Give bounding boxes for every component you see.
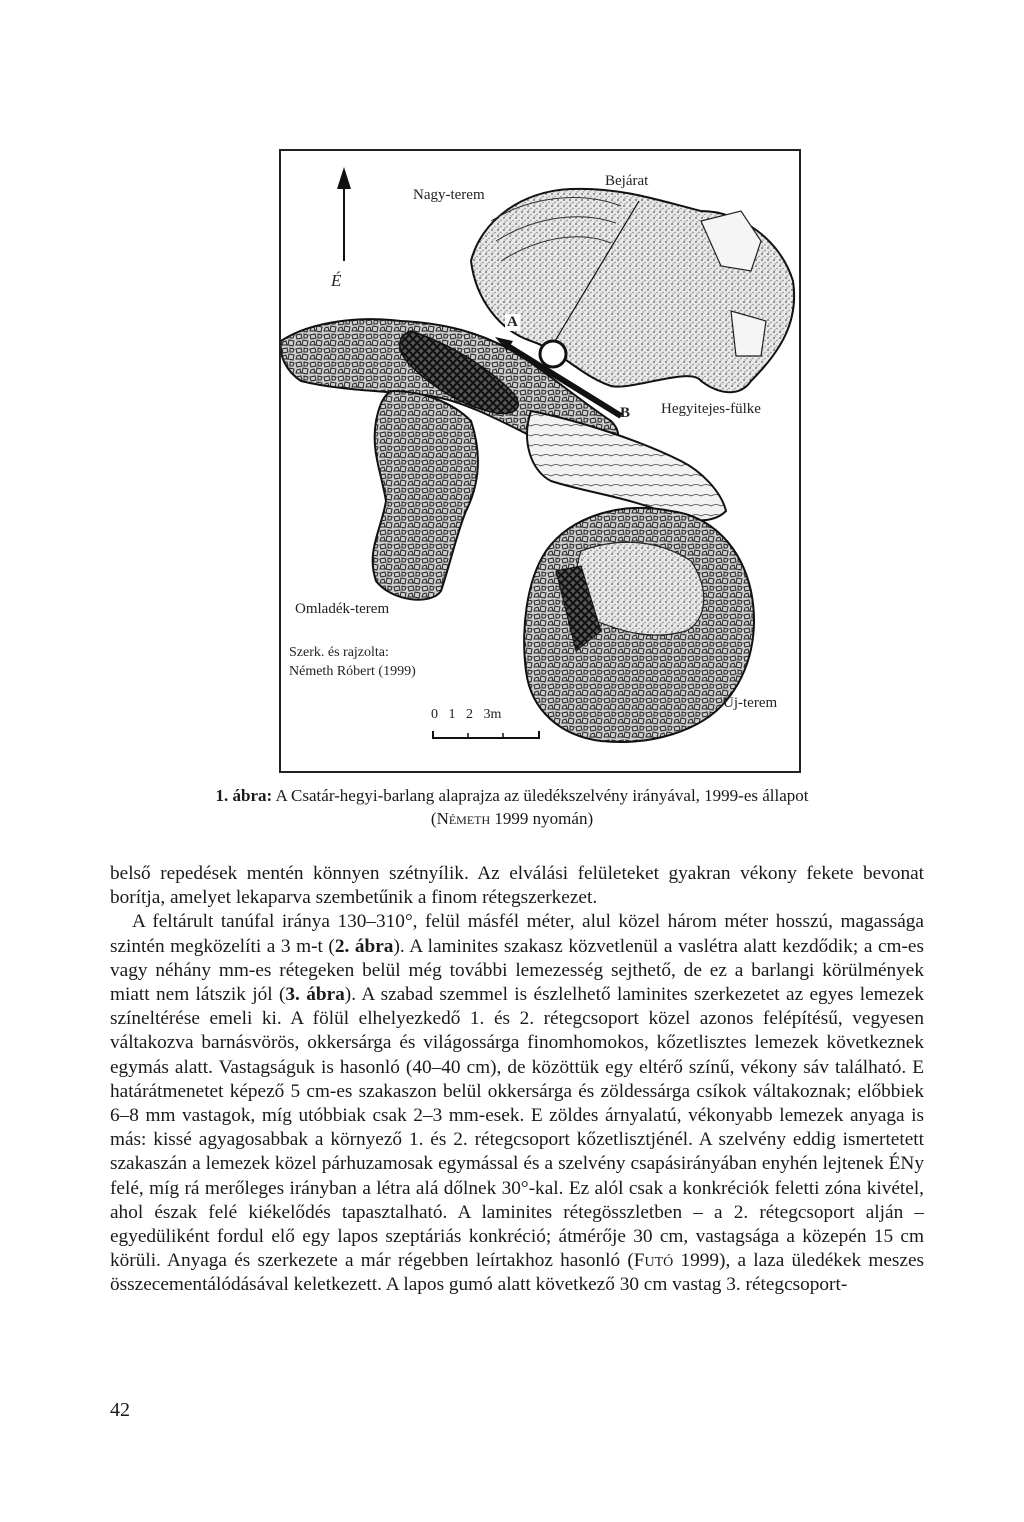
label-author-line2: Németh Róbert (1999) — [289, 664, 416, 679]
label-bejarat: Bejárat — [605, 173, 649, 189]
scale-bar — [433, 731, 539, 739]
paragraph-1: belső repedések mentén könnyen szétnyílik. Az elválási felületeket gyakran vékony fekete bevonat borítja, amelyet lekaparva szembetűnik a finom rétegszerkezet. — [110, 863, 924, 909]
caption-source-rest: 1999 nyomán) — [494, 809, 594, 828]
label-omladek-terem: Omladék-terem — [295, 601, 390, 617]
figure-caption: 1. ábra: A Csatár-hegyi-barlang alaprajza az üledékszelvény irányával, 1999-es állapot (Németh 1999 nyomán) — [215, 786, 809, 828]
citation-author: Futó — [633, 1250, 674, 1272]
entrance-marker — [540, 341, 566, 367]
label-a: A — [507, 314, 518, 330]
north-arrow-icon — [337, 167, 351, 261]
body-text — [110, 862, 924, 1298]
cave-map-figure — [279, 149, 801, 773]
label-author-line1: Szerk. és rajzolta: — [289, 645, 389, 660]
north-label: É — [331, 271, 342, 290]
label-nagy-terem: Nagy-terem — [413, 187, 485, 203]
caption-text: A Csatár-hegyi-barlang alaprajza az üledékszelvény irányával, 1999-es állapot — [275, 786, 809, 805]
label-uj-terem: Új-terem — [723, 695, 778, 711]
omladek-terem-shape — [373, 391, 478, 600]
paragraph-2: A feltárult tanúfal iránya 130–310°, felül másfél méter, alul közel három méter hosszú, magassága szintén megközelíti a 3 m-t (2. ábra). A laminites szakasz közvetlenül a vaslétra alatt kezdődik; a cm-es vagy néhány mm-es rétegeken belül még további lemezesség sejthető, de ez a barlangi körülmények miatt nem látszik jól (3. ábra). A szabad szemmel is észlelhető laminites szerkezetet az egyes lemezek színeltérése emeli ki. A fölül elhelyezkedő 1. és 2. rétegcsoport közel azonos felépítésű, vegyesen váltakozva barnásvörös, okkersárga és világossárga finomhomokos, kőzetlisztes lemezek következnek egymás alatt. Vastagságuk is hasonló (40–40 cm), de közöttük egy eltérő színű, vékony sáv található. E határátmenetet képező 5 cm-es szakaszon belül okkersárga és zöldessárga csíkok váltakoznak; előbbiek 6–8 mm vastagok, míg utóbbiak csak 2–3 mm-esek. E zöldes árnyalatú, vékonyabb lemezek anyaga is más: kissé agyagosabbak a környező 1. és 2. rétegcsoport kőzetlisztjénél. A szelvény eddig ismertetett szakaszán a lemezek közel párhuzamosak egymással és a szelvény csapásirányában enyhén lejtenek ÉNy felé, míg rá merőleges irányban a létra alá dőlnek 30°-kal. Ez alól csak a konkréciók feletti zóna kivétel, ahol észak felé kiékelődés tapasztalható. A laminites rétegösszletben – a 2. rétegcsoport alján – egyedüliként fordul elő egy lapos szeptáriás konkréció; átmérője 30 cm, vastagsága a közepén 15 cm körüli. Anyaga és szerkezete a már régebben leírtakhoz hasonló (Futó 1999), a laza üledékek meszes összecementálódásával keletkezett. A lapos gumó alatt következő 30 cm vastag 3. rétegcsoport- — [110, 911, 925, 1296]
label-hegyitejes: Hegyitejes-fülke — [661, 401, 761, 417]
page-number: 42 — [110, 1399, 130, 1421]
figure-ref-2: 2. ábra — [334, 935, 394, 957]
figure-ref-3: 3. ábra — [285, 984, 345, 1006]
label-scale: 0 1 2 3m — [431, 707, 502, 722]
caption-number: 1. ábra: — [215, 786, 273, 805]
label-b: B — [620, 405, 631, 421]
caption-source-author: Németh — [436, 809, 491, 828]
corridor-shape — [527, 411, 726, 520]
